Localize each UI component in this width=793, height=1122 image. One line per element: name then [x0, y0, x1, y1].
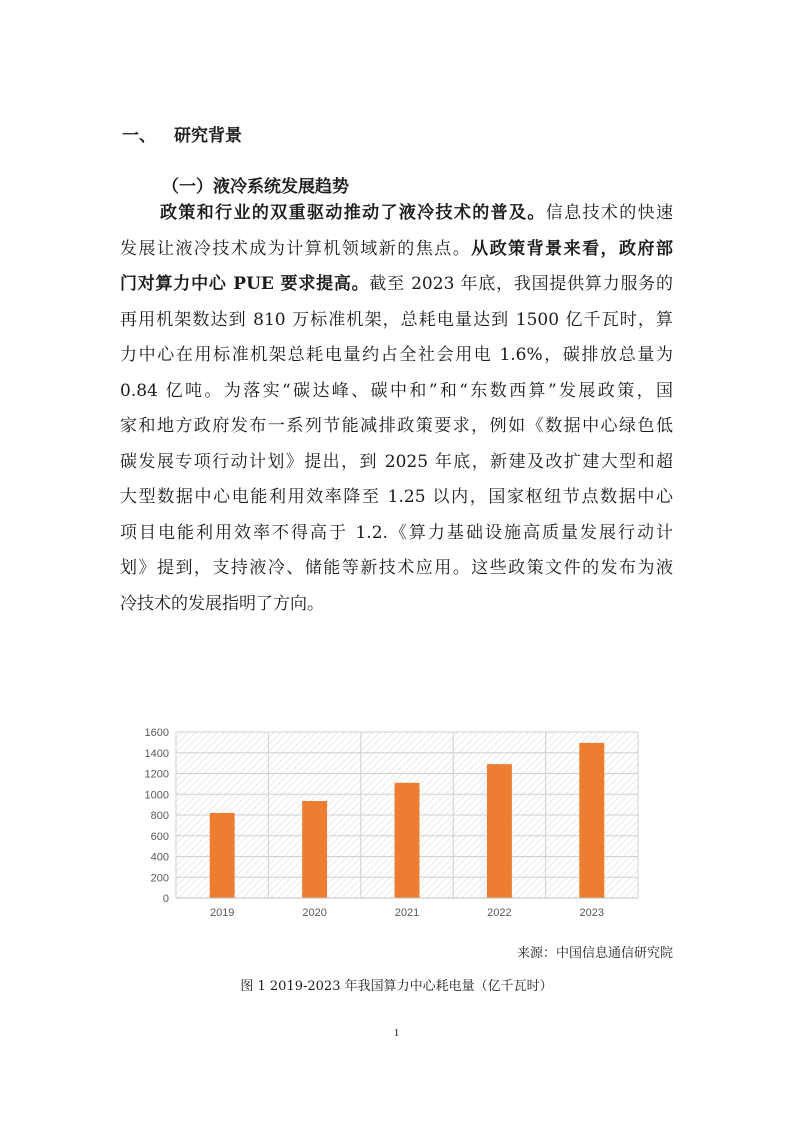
x-tick-label: 2023: [579, 907, 605, 919]
section-heading: [122, 121, 242, 146]
y-tick-label: 200: [150, 872, 169, 885]
bar-chart: [128, 722, 648, 922]
bar: [579, 743, 604, 898]
bold-text: 从政策背景来看，政府部: [471, 238, 673, 259]
figure-source: 来源：中国信息通信研究院: [516, 946, 673, 961]
paragraph-line: [120, 376, 673, 406]
body-text: 再用机架数达到 810 万标准机架，总耗电量达到 1500 亿千瓦时，算: [120, 309, 673, 330]
body-text: 划》提到，支持液冷、储能等新技术应用。这些政策文件的发布为液: [120, 558, 673, 578]
y-tick-label: 600: [150, 830, 169, 843]
y-tick-label: 1000: [144, 789, 169, 802]
x-tick-label: 2020: [302, 907, 327, 919]
figure-caption: 图 1 2019-2023 年我国算力中心耗电量（亿千瓦时）: [240, 979, 553, 994]
y-tick-label: 0: [162, 893, 169, 905]
y-tick-label: 1200: [144, 768, 169, 781]
body-text: 碳发展专项行动计划》提出，到 2025 年底，新建及改扩建大型和超: [120, 451, 673, 472]
y-tick-label: 400: [150, 851, 169, 864]
section-number: 一、: [122, 126, 156, 146]
bar: [302, 801, 327, 898]
body-text: 冷技术的发展指明了方向。: [120, 593, 324, 614]
paragraph-line: [120, 447, 673, 477]
body-text: 截至 2023 年底，我国提供算力服务的: [369, 274, 674, 294]
paragraph-line: [160, 198, 673, 228]
bold-text: 政策和行业的双重驱动推动了液冷技术的普及。: [160, 203, 546, 223]
paragraph-line: [120, 340, 673, 370]
bar: [487, 764, 512, 898]
paragraph-line: [120, 482, 673, 512]
paragraph-line: [120, 234, 673, 264]
body-text: 0.84 亿吨。为落实“碳达峰、碳中和”和“东数西算”发展政策，国: [120, 380, 673, 401]
paragraph-line: [120, 411, 673, 441]
y-tick-label: 1600: [144, 727, 169, 739]
body-text: 家和地方政府发布一系列节能减排政策要求，例如《数据中心绿色低: [120, 416, 673, 436]
chart-svg: [128, 722, 648, 922]
y-tick-label: 800: [150, 810, 169, 822]
bold-text: 门对算力中心 PUE 要求提高。: [120, 274, 370, 294]
page-number: 1: [393, 1027, 400, 1039]
body-text: 发展让液冷技术成为计算机领域新的焦点。: [120, 238, 472, 259]
paragraph-line: [120, 589, 673, 619]
body-text: 力中心在用标准机架总耗电量约占全社会用电 1.6%，碳排放总量为: [120, 345, 673, 365]
body-text: 大型数据中心电能利用效率降至 1.25 以内，国家枢纽节点数据中心: [120, 487, 673, 507]
paragraph-line: [120, 518, 673, 548]
x-tick-label: 2019: [209, 907, 235, 919]
bar: [395, 783, 420, 898]
section-title: 研究背景: [174, 126, 242, 146]
paragraph-line: [120, 269, 673, 299]
y-tick-label: 1400: [144, 747, 169, 760]
body-text: 项目电能利用效率不得高于 1.2.《算力基础设施高质量发展行动计: [120, 522, 673, 543]
bar: [210, 813, 235, 898]
x-tick-label: 2022: [487, 907, 512, 919]
paragraph-line: [120, 305, 673, 335]
x-tick-label: 2021: [394, 907, 420, 919]
paragraph-line: [120, 553, 673, 583]
subsection-heading: （一）液冷系统发展趋势: [162, 177, 349, 197]
body-text: 信息技术的快速: [545, 203, 674, 223]
